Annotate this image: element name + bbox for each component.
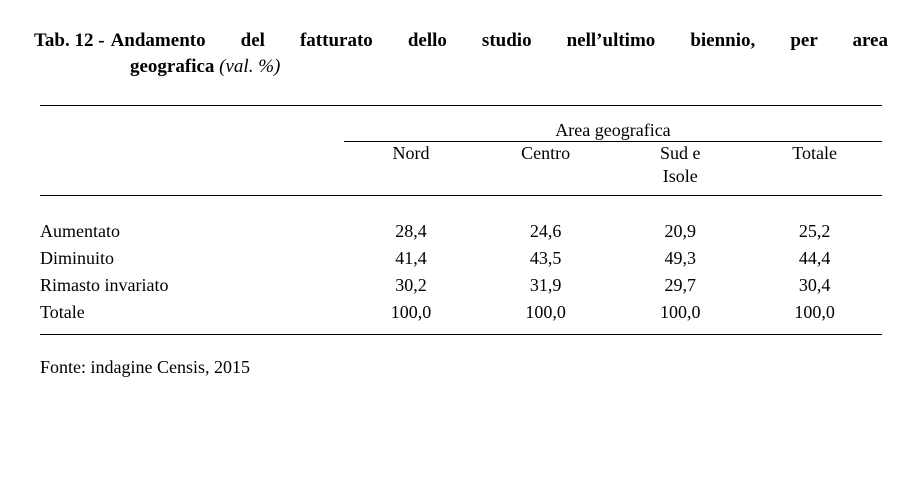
column-header-totale-line1: Totale [792, 143, 838, 164]
table-title-unit: (val. %) [219, 55, 281, 77]
table-row [40, 299, 882, 326]
column-header-centro [478, 142, 613, 188]
table-number-label: Tab. 12 - [34, 30, 105, 51]
cell-totale-sud: 100,0 [660, 302, 701, 323]
row-label-rimasto-invariato: Rimasto invariato [40, 275, 169, 296]
cell-totale-totale: 100,0 [794, 302, 835, 323]
cell-aumentato-sud: 20,9 [664, 221, 697, 242]
column-header-sud-line2: Isole [662, 165, 698, 186]
table-title [34, 28, 888, 54]
table-spacer [40, 106, 882, 120]
cell-aumentato-centro: 24,6 [529, 221, 562, 242]
cell-rimasto-nord: 30,2 [395, 275, 427, 296]
column-header-centro-line1: Centro [521, 143, 571, 164]
cell-rimasto-sud: 29,7 [664, 275, 697, 296]
row-label-aumentato: Aumentato [40, 221, 120, 242]
group-header-empty-cell [40, 120, 344, 141]
table-row [40, 245, 882, 272]
column-header-totale [747, 142, 882, 188]
cell-rimasto-totale: 30,4 [798, 275, 831, 296]
cell-totale-nord: 100,0 [390, 302, 432, 323]
table-rule-bottom [40, 335, 882, 336]
table-title-line-2 [130, 54, 888, 80]
column-header-nord-line1: Nord [392, 143, 430, 164]
column-header-row [40, 142, 882, 188]
group-header-row [40, 120, 882, 141]
cell-aumentato-nord: 28,4 [395, 221, 427, 242]
row-label-diminuito: Diminuito [40, 248, 115, 269]
cell-diminuito-sud: 49,3 [664, 248, 697, 269]
column-header-empty-cell [40, 142, 344, 188]
cell-rimasto-centro: 31,9 [529, 275, 562, 296]
table-source: Fonte: indagine Censis, 2015 [40, 357, 250, 378]
cell-diminuito-centro: 43,5 [529, 248, 562, 269]
group-header-area-geografica: Area geografica [555, 120, 671, 141]
table-container [34, 105, 888, 335]
table-spacer-3 [40, 196, 882, 219]
table-row [40, 272, 882, 299]
cell-diminuito-nord: 41,4 [395, 248, 427, 269]
column-header-sud-line1: Sud e [660, 143, 701, 164]
table-spacer-4 [40, 326, 882, 335]
column-header-nord [344, 142, 478, 188]
cell-diminuito-totale: 44,4 [798, 248, 831, 269]
cell-aumentato-totale: 25,2 [798, 221, 831, 242]
table-title-line-2-text: geografica [130, 55, 215, 77]
row-label-totale: Totale [40, 302, 85, 323]
table-title-line-1: Andamento del fatturato dello studio nell’ultimo biennio, per area [110, 30, 888, 51]
table-row [40, 218, 882, 245]
data-table [40, 105, 882, 335]
cell-totale-centro: 100,0 [525, 302, 566, 323]
column-header-sud-e-isole [613, 142, 747, 188]
table-spacer-2 [40, 187, 882, 195]
